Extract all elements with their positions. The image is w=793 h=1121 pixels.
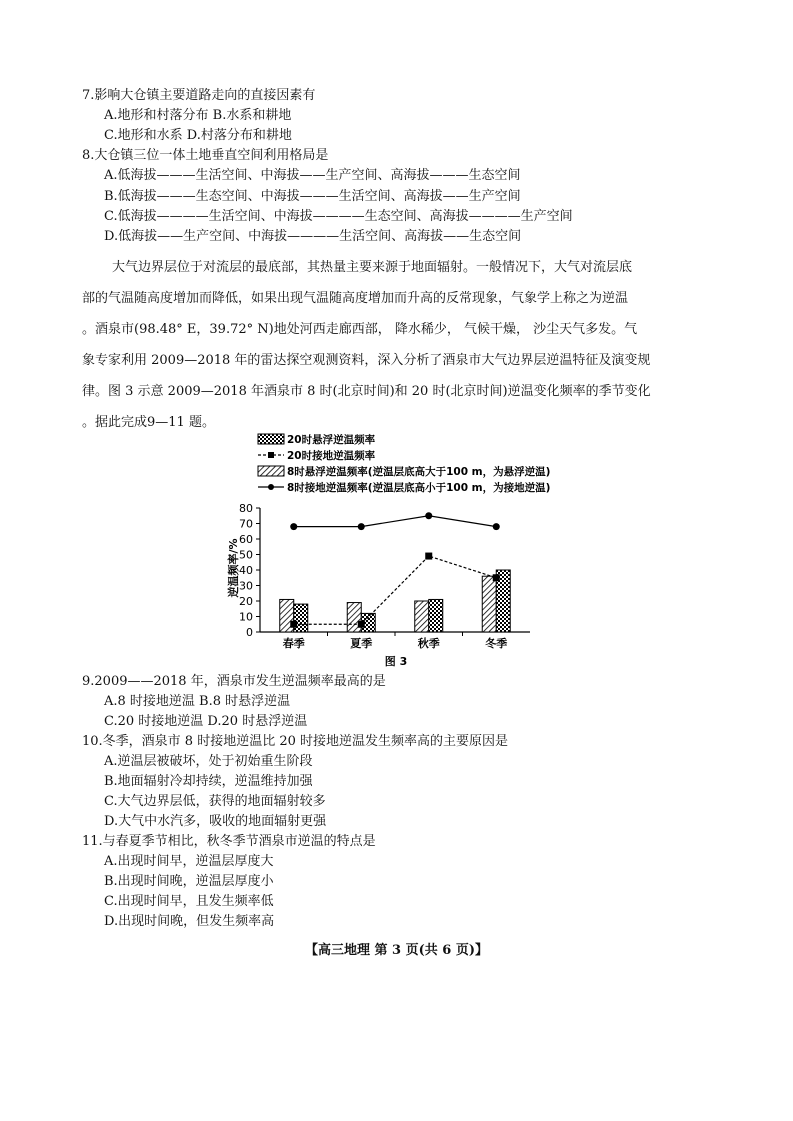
passage-line: 。据此完成9—11 题。 xyxy=(82,415,215,430)
question-8-option-c: C.低海拔————生活空间、中海拔————生态空间、高海拔————生产空间 xyxy=(104,209,573,224)
question-7-options-ab: A.地形和村落分布 B.水系和耕地 xyxy=(104,108,292,123)
question-11-option-b: B.出现时间晚，逆温层厚度小 xyxy=(104,874,274,889)
x-tick-label: 春季 xyxy=(282,637,305,650)
line-8h-ground xyxy=(294,516,497,527)
y-tick-label: 60 xyxy=(239,533,253,546)
line-20h-ground xyxy=(294,556,497,624)
bar-8h-suspended xyxy=(482,576,496,632)
x-tick-label: 冬季 xyxy=(485,637,508,650)
y-axis-label: 逆温频率/% xyxy=(227,538,240,598)
passage-line: 象专家利用 2009—2018 年的雷达探空观测资料，深入分析了酒泉市大气边界层逆温特征及演变规 xyxy=(82,353,651,368)
question-11-option-c: C.出现时间早，且发生频率低 xyxy=(104,894,274,909)
question-9-options-cd: C.20 时接地逆温 D.20 时悬浮逆温 xyxy=(104,714,308,729)
point-8h-ground xyxy=(493,523,500,530)
passage-line: 。酒泉市(98.48° E，39.72° N)地处河西走廊西部， 降水稀少， 气候干燥， 沙尘天气多发。气 xyxy=(82,322,638,337)
point-20h-ground xyxy=(425,553,432,560)
question-9-stem: 9.2009——2018 年，酒泉市发生逆温频率最高的是 xyxy=(82,674,386,689)
point-20h-ground xyxy=(358,621,365,628)
question-8-option-d: D.低海拔——生产空间、中海拔————生活空间、高海拔——生态空间 xyxy=(104,229,522,244)
legend-swatch xyxy=(258,466,284,476)
question-7-stem: 7.影响大仓镇主要道路走向的直接因素有 xyxy=(82,88,316,103)
question-9-options-ab: A.8 时接地逆温 B.8 时悬浮逆温 xyxy=(104,694,291,709)
question-11-option-d: D.出现时间晚，但发生频率高 xyxy=(104,914,275,929)
question-11-stem: 11.与春夏季节相比，秋冬季节酒泉市逆温的特点是 xyxy=(82,834,376,849)
y-tick-label: 50 xyxy=(239,548,253,562)
figure-3 xyxy=(0,430,793,670)
figure-caption: 图 3 xyxy=(384,655,408,668)
bar-20h-suspended xyxy=(294,604,308,632)
question-11-option-a: A.出现时间早，逆温层厚度大 xyxy=(104,854,274,869)
x-tick-label: 夏季 xyxy=(350,637,373,650)
question-8-stem: 8.大仓镇三位一体土地垂直空间利用格局是 xyxy=(82,148,329,163)
chart-lines xyxy=(290,512,500,628)
question-10-option-c: C.大气边界层低，获得的地面辐射较多 xyxy=(104,794,326,809)
y-tick-label: 0 xyxy=(246,626,253,639)
reading-passage xyxy=(82,252,712,438)
legend-marker xyxy=(268,452,274,458)
question-8-option-a: A.低海拔———生活空间、中海拔——生产空间、高海拔———生态空间 xyxy=(104,168,521,183)
y-tick-label: 70 xyxy=(239,517,253,531)
point-8h-ground xyxy=(290,523,297,530)
inversion-frequency-chart xyxy=(0,430,793,670)
question-10-option-d: D.大气中水汽多，吸收的地面辐射更强 xyxy=(104,814,327,829)
y-tick-label: 80 xyxy=(239,502,253,515)
chart-bars xyxy=(280,570,511,632)
y-tick-label: 40 xyxy=(239,564,253,577)
legend-label: 8时接地逆温频率(逆温层底高小于100 m，为接地逆温) xyxy=(287,482,551,494)
question-10-option-b: B.地面辐射冷却持续，逆温维持加强 xyxy=(104,774,313,789)
question-8-option-b: B.低海拔———生态空间、中海拔———生活空间、高海拔——生产空间 xyxy=(104,189,521,204)
bar-20h-suspended xyxy=(429,599,443,632)
y-tick-label: 30 xyxy=(239,579,253,593)
point-8h-ground xyxy=(358,523,365,530)
passage-line: 部的气温随高度增加而降低，如果出现气温随高度增加而升高的反常现象，气象学上称之为逆温 xyxy=(82,291,629,306)
question-7-options-cd: C.地形和水系 D.村落分布和耕地 xyxy=(104,128,292,143)
passage-line: 大气边界层位于对流层的最底部，其热量主要来源于地面辐射。一般情况下，大气对流层底 xyxy=(112,260,633,275)
passage-line: 律。图 3 示意 2009—2018 年酒泉市 8 时(北京时间)和 20 时(北京时间)逆温变化频率的季节变化 xyxy=(82,384,651,399)
y-tick-label: 20 xyxy=(239,595,253,608)
question-10-option-a: A.逆温层被破坏，处于初始重生阶段 xyxy=(104,754,313,769)
legend-label: 20时接地逆温频率 xyxy=(287,450,376,462)
point-20h-ground xyxy=(290,621,297,628)
chart-legend xyxy=(258,433,550,494)
legend-marker xyxy=(268,484,274,490)
legend-swatch xyxy=(258,434,284,444)
page-footer: 【高三地理 第 3 页(共 6 页)】 xyxy=(304,943,489,958)
legend-label: 20时悬浮逆温频率 xyxy=(287,434,376,446)
legend-label: 8时悬浮逆温频率(逆温层底高大于100 m，为悬浮逆温) xyxy=(287,466,551,478)
point-20h-ground xyxy=(493,574,500,581)
x-tick-label: 秋季 xyxy=(417,637,440,650)
bar-8h-suspended xyxy=(415,601,429,632)
y-tick-label: 10 xyxy=(239,610,253,624)
point-8h-ground xyxy=(425,512,432,519)
question-10-stem: 10.冬季，酒泉市 8 时接地逆温比 20 时接地逆温发生频率高的主要原因是 xyxy=(82,734,509,749)
